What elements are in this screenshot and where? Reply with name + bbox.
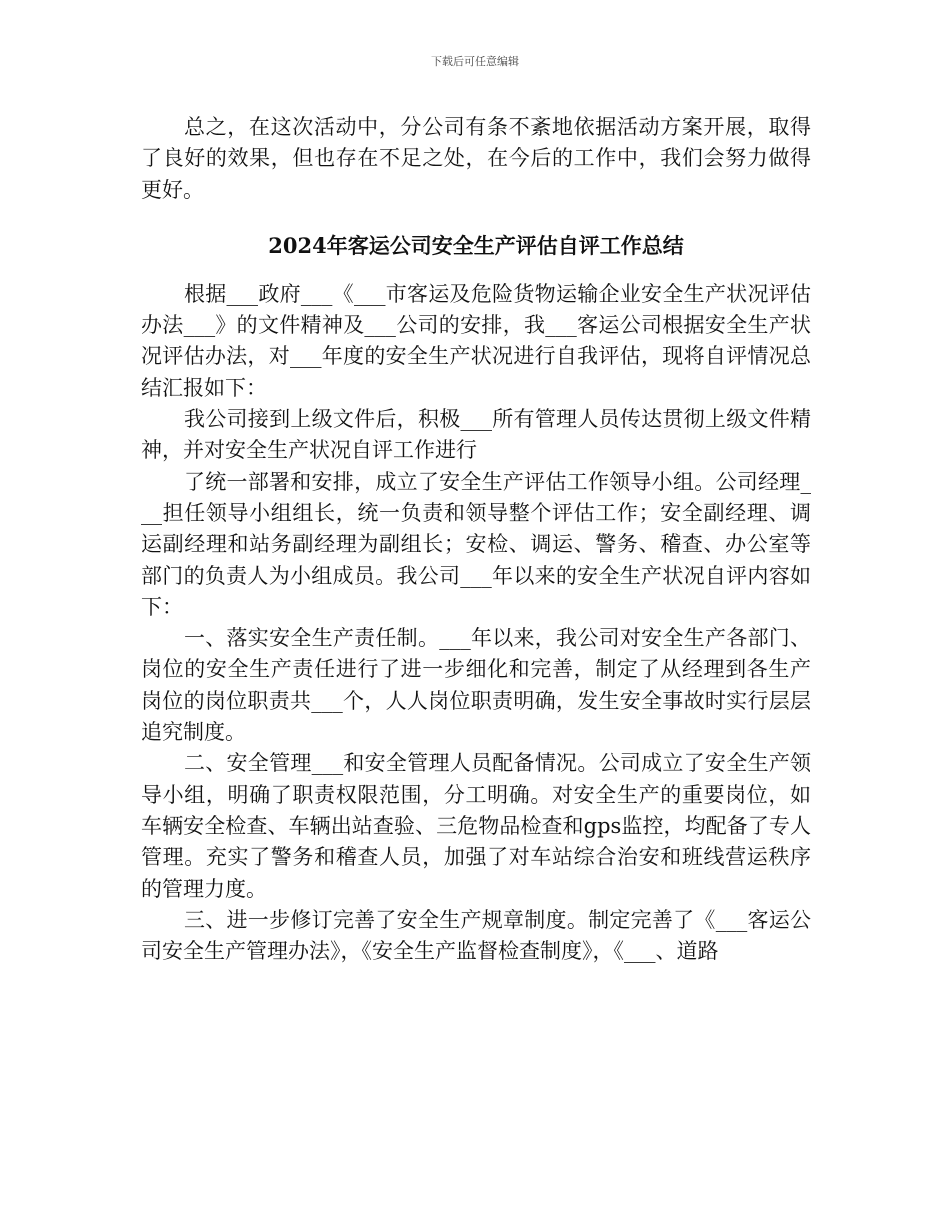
document-title: 2024年客运公司安全生产评估自评工作总结 bbox=[268, 232, 684, 258]
body-paragraph: 根据___政府___《___市客运及危险货物运输企业安全生产状况评估办法___》的文件精神及___公司的安排，我___客运公司根据安全生产状况评估办法，对___年度的安全生产状况进行自我评估，现将自评情况总结汇报如下： bbox=[141, 281, 811, 400]
page-header: 下载后可任意编辑 bbox=[431, 55, 519, 68]
body-paragraph: 了统一部署和安排，成立了安全生产评估工作领导小组。公司经理___担任领导小组组长，统一负责和领导整个评估工作；安全副经理、调运副经理和站务副经理为副组长；安检、调运、警务、稽查、办公室等部门的负责人为小组成员。我公司___年以来的安全生产状况自评内容如下： bbox=[141, 469, 811, 619]
body-paragraph: 我公司接到上级文件后，积极___所有管理人员传达贯彻上级文件精神，并对安全生产状况自评工作进行 bbox=[141, 407, 811, 463]
intro-paragraph: 总之，在这次活动中，分公司有条不紊地依据活动方案开展，取得了良好的效果，但也存在不足之处，在今后的工作中，我们会努力做得更好。 bbox=[141, 115, 811, 202]
body-paragraph: 二、安全管理___和安全管理人员配备情况。公司成立了安全生产领导小组，明确了职责权限范围，分工明确。对安全生产的重要岗位，如车辆安全检查、车辆出站查验、三危物品检查和gps监控，均配备了专人管理。充实了警务和稽查人员，加强了对车站综合治安和班线营运秩序的管理力度。 bbox=[141, 751, 811, 901]
body-paragraph: 一、落实安全生产责任制。___年以来，我公司对安全生产各部门、岗位的安全生产责任进行了进一步细化和完善，制定了从经理到各生产岗位的岗位职责共___个，人人岗位职责明确，发生安全事故时实行层层追究制度。 bbox=[141, 626, 811, 745]
document-body bbox=[141, 112, 811, 967]
body-paragraph: 三、进一步修订完善了安全生产规章制度。制定完善了《___客运公司安全生产管理办法》，《安全生产监督检查制度》，《___、道路 bbox=[141, 907, 811, 964]
